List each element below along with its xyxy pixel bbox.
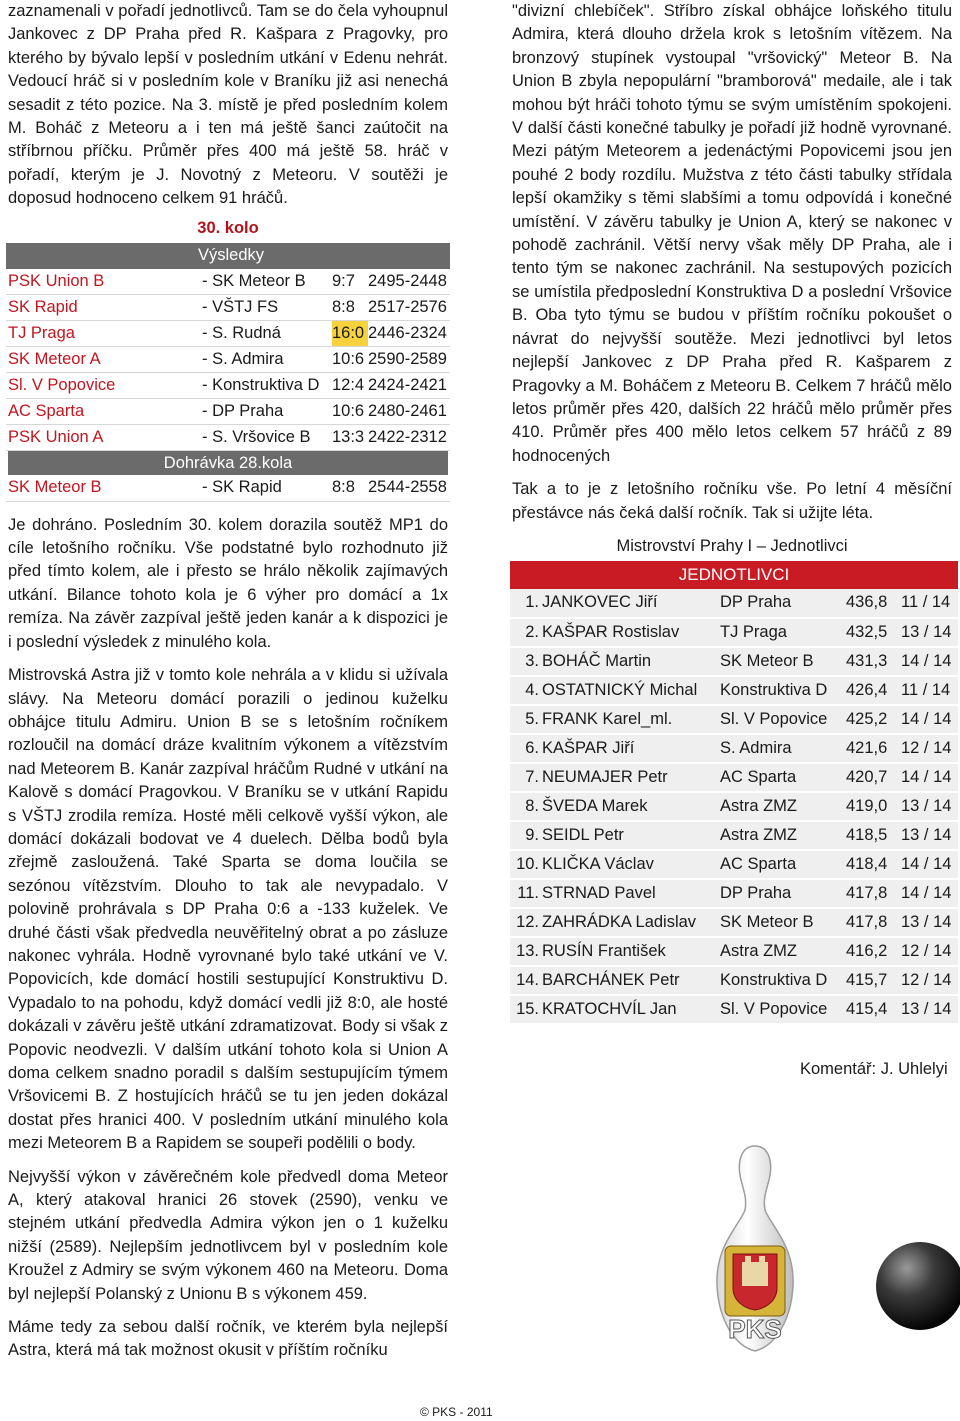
result-home-team: SK Rapid [6, 295, 202, 321]
player-row [510, 734, 958, 763]
result-pins: 2590-2589 [368, 347, 450, 373]
player-average: 432,5 [846, 618, 901, 647]
results-header: Výsledky [6, 243, 332, 269]
right-paragraph-2: Tak a to je z letošního ročníku vše. Po letní 4 měsíční přestávce nás čeká další ročník. Tak si užijte léta. [512, 480, 952, 522]
player-name: JANKOVEC Jiří [542, 589, 720, 618]
result-away-team: - VŠTJ FS [202, 295, 332, 321]
player-games: 11 / 14 [901, 676, 958, 705]
player-name: SEIDL Petr [542, 821, 720, 850]
result-home-team: Sl. V Popovice [6, 373, 202, 399]
result-home-team: TJ Praga [6, 321, 202, 347]
player-row [510, 908, 958, 937]
player-games: 14 / 14 [901, 705, 958, 734]
player-rank: 10. [510, 850, 542, 879]
left-paragraph-3: Nejvyšší výkon v závěrečném kole předvedl doma Meteor A, který atakoval hranici 26 stovek (2590), venku ve stejném utkání předvedla Admira výkon jen o 1 kuželku nižší (2589). Nejlepším jednotlivcem byl v posledním kole Kroužel z Admiry se svým výkonem 460 na Meteoru. Doma byl nejlepší Polanský z Unionu B s výkonem 459. [8, 1167, 448, 1303]
player-average: 431,3 [846, 647, 901, 676]
result-points: 12:4 [332, 373, 368, 399]
player-rank: 13. [510, 937, 542, 966]
makeup-table [6, 475, 450, 502]
player-games: 12 / 14 [901, 734, 958, 763]
player-rank: 9. [510, 821, 542, 850]
right-paragraph-1: "divizní chlebíček". Stříbro získal obhájce loňského titulu Admira, která dlouho držela krok s letošním vítězem. Na bronzový stupínek vystoupal "vršovický" Meteor B. Na Union B zbyla nepopulární "bramborová" medaile, ale i tak mohou být hráči tohoto týmu se svým umístěním spokojeni. V další části konečné tabulky je pořadí již hodně vyrovnané. Mezi pátým Meteorem a jedenáctými Popovicemi jsou jen pouhé 2 body rozdílu. Mužstva z této části tabulky střídala lepší okamžiky s těmi slabšími a tomu odpovídá i konečné umístění. V závěru tabulky je Union A, který se nakonec v pohodě zachránil. Větší nervy však měly DP Praha, ale i tento tým se nakonec zachránil. Na sestupových pozicích se umístila předposlední Konstruktiva D a poslední Vršovice B. Oba tyto týmu se budou v příštím ročníku pokoušet o návrat do nejvyšší soutěže. Mezi jednotlivci byl letos nejlepší Jankovec z DP Praha před R. Kašparem z Pragovky a M. Boháčem z Meteoru B. Celkem 7 hráčů mělo letos průměr přes 420, dalších 22 hráčů mělo průměr přes 410. Průměr přes 400 mělo letos celkem 57 hráčů z 89 hodnocených [512, 2, 952, 465]
left-column [8, 0, 448, 1363]
player-average: 419,0 [846, 792, 901, 821]
player-average: 421,6 [846, 734, 901, 763]
comment-author: Komentář: J. Uhlelyi [800, 1060, 948, 1078]
player-average: 416,2 [846, 937, 901, 966]
player-row [510, 879, 958, 908]
player-games: 12 / 14 [901, 966, 958, 995]
result-away-team: - S. Rudná [202, 321, 332, 347]
result-away-team: - DP Praha [202, 399, 332, 425]
player-team: S. Admira [720, 734, 846, 763]
player-team: AC Sparta [720, 850, 846, 879]
result-pins: 2517-2576 [368, 295, 450, 321]
player-games: 14 / 14 [901, 763, 958, 792]
result-points: 8:8 [332, 295, 368, 321]
result-points: 9:7 [332, 269, 368, 295]
player-average: 418,4 [846, 850, 901, 879]
makeup-pins: 2544-2558 [368, 475, 450, 501]
player-team: Astra ZMZ [720, 937, 846, 966]
player-rank: 5. [510, 705, 542, 734]
player-average: 417,8 [846, 879, 901, 908]
result-pins: 2495-2448 [368, 269, 450, 295]
player-name: FRANK Karel_ml. [542, 705, 720, 734]
player-team: Astra ZMZ [720, 821, 846, 850]
individuals-header: JEDNOTLIVCI [510, 561, 958, 589]
player-games: 13 / 14 [901, 908, 958, 937]
result-points: 10:6 [332, 399, 368, 425]
player-team: SK Meteor B [720, 908, 846, 937]
player-row [510, 647, 958, 676]
result-row [6, 425, 450, 451]
logo-text: PKS [728, 1314, 782, 1344]
player-games: 14 / 14 [901, 879, 958, 908]
result-home-team: SK Meteor A [6, 347, 202, 373]
player-games: 13 / 14 [901, 792, 958, 821]
player-name: NEUMAJER Petr [542, 763, 720, 792]
player-name: KAŠPAR Jiří [542, 734, 720, 763]
result-away-team: - S. Admira [202, 347, 332, 373]
player-team: Sl. V Popovice [720, 995, 846, 1024]
player-name: STRNAD Pavel [542, 879, 720, 908]
result-row [6, 399, 450, 425]
footer: © PKS - 2011 [420, 1405, 493, 1419]
player-rank: 7. [510, 763, 542, 792]
player-team: SK Meteor B [720, 647, 846, 676]
left-paragraph-1: Je dohráno. Posledním 30. kolem dorazila soutěž MP1 do cíle letošního ročníku. Vše podstatné bylo rozhodnuto již před tímto kolem, ale i přesto se hrálo několik zajímavých utkání. Bilance tohoto kola je 6 výher pro domácí a 1x remíza. Na závěr zazpíval ještě jeden kanár a k dispozici je i poslední výsledek z minulého kola. [8, 515, 448, 651]
player-team: DP Praha [720, 879, 846, 908]
result-pins: 2424-2421 [368, 373, 450, 399]
player-name: KAŠPAR Rostislav [542, 618, 720, 647]
player-team: TJ Praga [720, 618, 846, 647]
player-rank: 2. [510, 618, 542, 647]
result-home-team: PSK Union A [6, 425, 202, 451]
left-paragraph-4: Máme tedy za sebou další ročník, ve kterém byla nejlepší Astra, která má tak možnost okusit v příštím ročníku [8, 1318, 448, 1360]
player-games: 13 / 14 [901, 995, 958, 1024]
player-row [510, 792, 958, 821]
individuals-title: Mistrovství Prahy I – Jednotlivci [616, 536, 848, 555]
player-team: AC Sparta [720, 763, 846, 792]
result-points: 16:0 [332, 321, 368, 347]
result-row [6, 321, 450, 347]
player-row [510, 676, 958, 705]
player-rank: 14. [510, 966, 542, 995]
player-row [510, 995, 958, 1024]
player-games: 14 / 14 [901, 850, 958, 879]
player-row [510, 763, 958, 792]
player-team: Konstruktiva D [720, 966, 846, 995]
player-team: Sl. V Popovice [720, 705, 846, 734]
player-games: 13 / 14 [901, 618, 958, 647]
round-title: 30. kolo [197, 218, 259, 237]
player-team: DP Praha [720, 589, 846, 618]
result-pins: 2446-2324 [368, 321, 450, 347]
player-average: 417,8 [846, 908, 901, 937]
result-row [6, 269, 450, 295]
player-name: BOHÁČ Martin [542, 647, 720, 676]
player-team: Astra ZMZ [720, 792, 846, 821]
player-row [510, 850, 958, 879]
player-row [510, 589, 958, 618]
player-rank: 4. [510, 676, 542, 705]
makeup-away: - SK Rapid [202, 475, 332, 501]
player-name: ZAHRÁDKA Ladislav [542, 908, 720, 937]
player-average: 425,2 [846, 705, 901, 734]
player-average: 418,5 [846, 821, 901, 850]
player-rank: 12. [510, 908, 542, 937]
result-points: 13:3 [332, 425, 368, 451]
result-points: 10:6 [332, 347, 368, 373]
result-pins: 2480-2461 [368, 399, 450, 425]
result-row [6, 373, 450, 399]
pks-logo [695, 1136, 960, 1366]
player-average: 436,8 [846, 589, 901, 618]
player-games: 14 / 14 [901, 647, 958, 676]
player-average: 415,4 [846, 995, 901, 1024]
result-away-team: - Konstruktiva D [202, 373, 332, 399]
makeup-header: Dohrávka 28.kola [8, 451, 448, 475]
results-table [6, 243, 450, 452]
intro-paragraph: zaznamenali v pořadí jednotlivců. Tam se do čela vyhoupnul Jankovec z DP Praha před R. Kašpara z Pragovky, pro kterého by bývalo lepší v posledním utkání v Edenu nehrát. Vedoucí hráč si v posledním kole v Braníku již asi nenechá sesadit z této pozice. Na 3. místě je před posledním kolem M. Boháč z Meteoru a i ten má ještě šanci zaútočit na stříbrnou příčku. Průměr přes 400 má ještě 58. hráč v pořadí, kterým je J. Novotný z Meteoru. V soutěži je doposud hodnoceno celkem 91 hráčů. [8, 2, 448, 208]
player-average: 426,4 [846, 676, 901, 705]
left-paragraph-2: Mistrovská Astra již v tomto kole nehrála a v klidu si užívala slávy. Na Meteoru domácí porazili o jedinou kuželku obhájce titulu Admiru. Union B se s letošním ročníkem rozloučil na domácí dráze kvalitním výkonem a vítězstvím nad Meteorem B. Kanár zazpíval hráčům Rudné v utkání na Kalově s domácí Pragovkou. V Braníku se v utkání Rapidu s VŠTJ zrodila remíza. Hosté měli celkově vyšší výkon, ale domácí dokázali bodovat ve 4 duelech. Dělba bodů byla zřejmě zasloužená. Také Sparta se doma loučila se sezónou vítězstvím. Dlouho to tak ale nevypadalo. V polovině prohrávala s DP Praha 0:6 a -133 kuželek. Ve druhé části však předvedla neuvěřitelný obrat a po zásluze nakonec vyhrála. Hodně vyrovnané bylo také utkání ve V. Popovicích, kde domácí hostili sestupující Konstruktivu D. Vypadalo to na pohodu, když domácí vedli již 8:0, ale hosté dokázali v závěru ještě utkání zdramatizovat. Body si však z Popovic neodvezli. V dalším utkání tohoto kola si Union A doma celkem snadno poradil s dalším sestupujícím týmem Vršovicemi B. Z hostujících hráčů se tu jen jeden dokázal dostat přes hranici 400. V posledním utkání minulého kola mezi Meteorem B a Rapidem se soupeři podělili o body. [8, 666, 448, 1153]
makeup-points: 8:8 [332, 475, 368, 501]
bowling-ball-icon [876, 1242, 960, 1330]
player-name: KLIČKA Václav [542, 850, 720, 879]
right-column [512, 0, 952, 1025]
player-row [510, 937, 958, 966]
makeup-row [6, 475, 450, 501]
result-row [6, 295, 450, 321]
player-row [510, 618, 958, 647]
player-average: 420,7 [846, 763, 901, 792]
player-row [510, 705, 958, 734]
player-games: 12 / 14 [901, 937, 958, 966]
player-name: BARCHÁNEK Petr [542, 966, 720, 995]
player-rank: 8. [510, 792, 542, 821]
player-row [510, 966, 958, 995]
player-row [510, 821, 958, 850]
result-away-team: - SK Meteor B [202, 269, 332, 295]
player-rank: 6. [510, 734, 542, 763]
player-rank: 3. [510, 647, 542, 676]
player-name: RUSÍN František [542, 937, 720, 966]
player-name: KRATOCHVÍL Jan [542, 995, 720, 1024]
player-games: 13 / 14 [901, 821, 958, 850]
player-rank: 1. [510, 589, 542, 618]
result-home-team: AC Sparta [6, 399, 202, 425]
result-row [6, 347, 450, 373]
result-pins: 2422-2312 [368, 425, 450, 451]
player-average: 415,7 [846, 966, 901, 995]
individuals-table [510, 561, 958, 1025]
player-games: 11 / 14 [901, 589, 958, 618]
player-name: OSTATNICKÝ Michal [542, 676, 720, 705]
player-team: Konstruktiva D [720, 676, 846, 705]
makeup-home: SK Meteor B [6, 475, 202, 501]
result-home-team: PSK Union B [6, 269, 202, 295]
player-name: ŠVEDA Marek [542, 792, 720, 821]
player-rank: 11. [510, 879, 542, 908]
result-away-team: - S. Vršovice B [202, 425, 332, 451]
player-rank: 15. [510, 995, 542, 1024]
